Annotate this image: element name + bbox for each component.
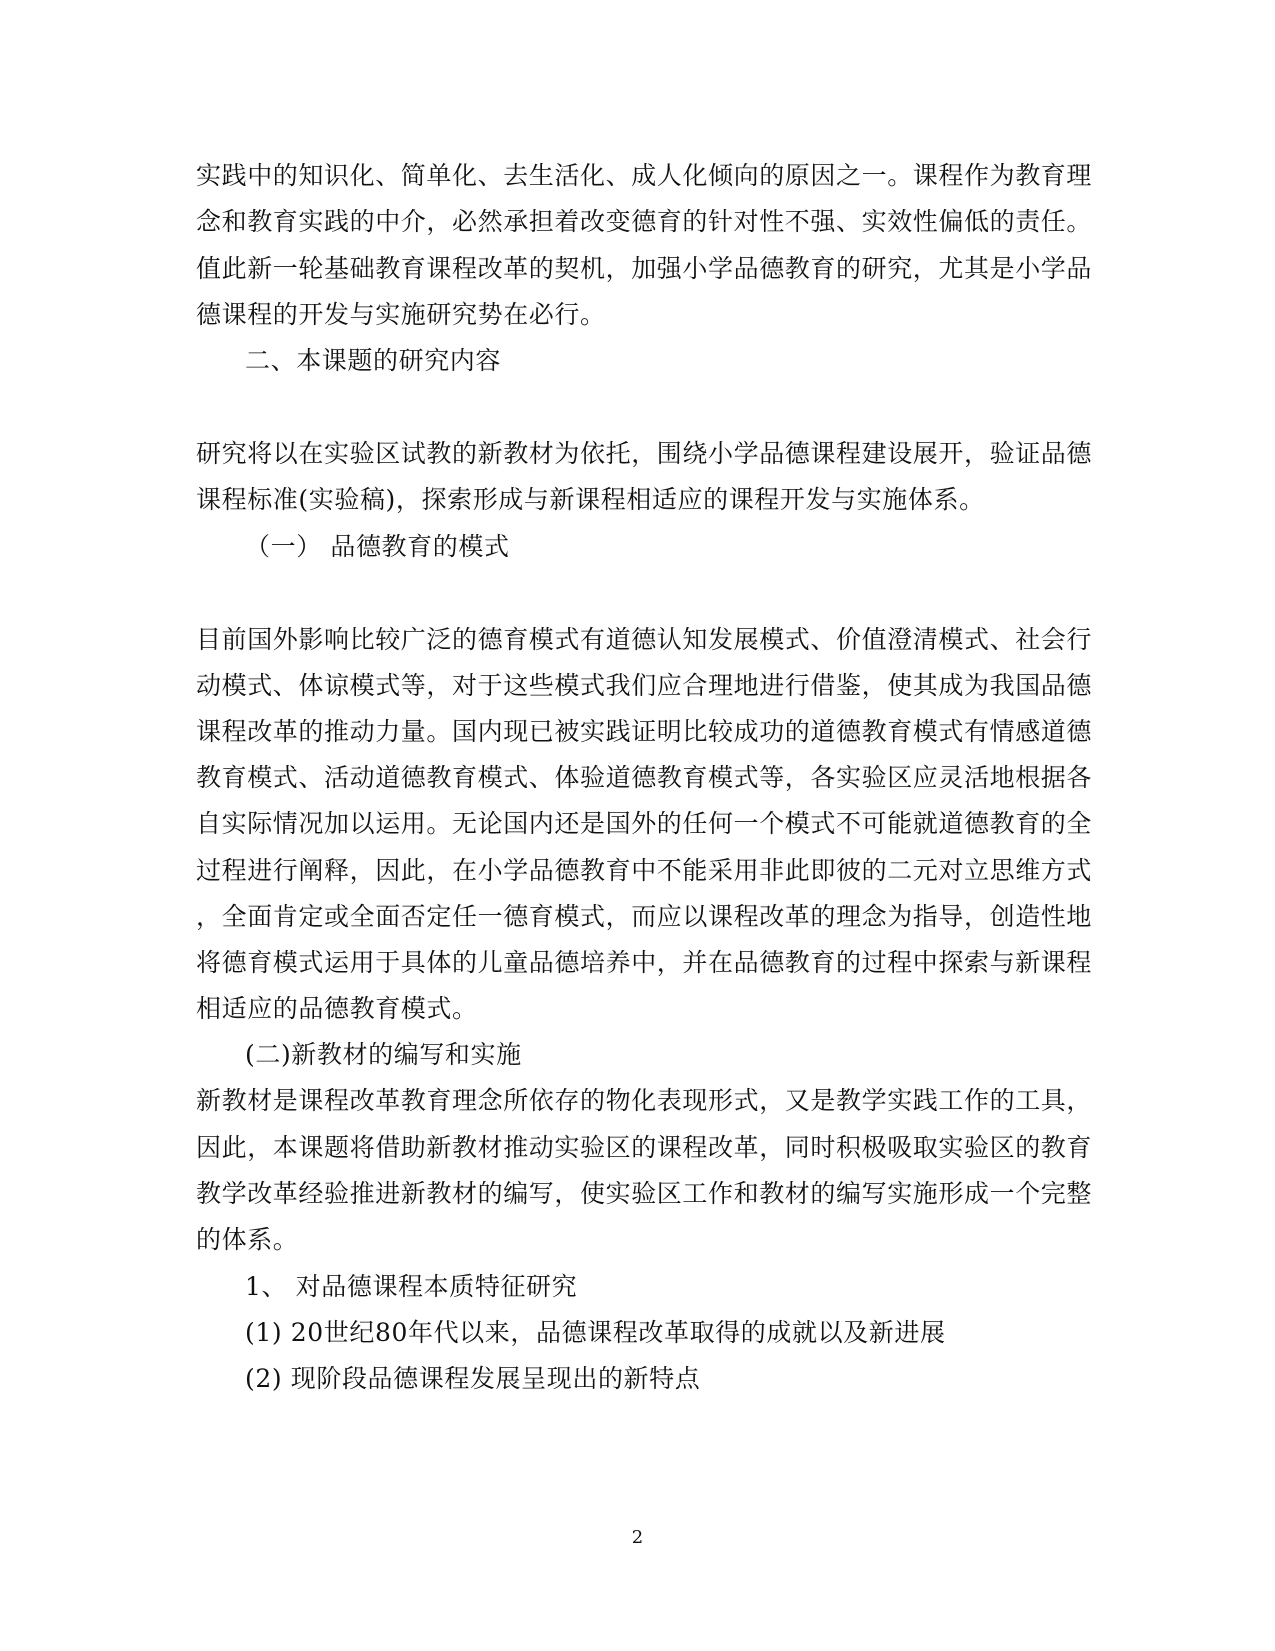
paragraph-line: 研究将以在实验区试教的新教材为依托，围绕小学品德课程建设展开，验证品德: [196, 439, 1093, 468]
paragraph-line: 教育模式、活动道德教育模式、体验道德教育模式等，各实验区应灵活地根据各: [196, 763, 1093, 792]
paragraph-line: 值此新一轮基础教育课程改革的契机，加强小学品德教育的研究，尤其是小学品: [196, 254, 1093, 283]
list-item: (1) 20世纪80年代以来，品德课程改革取得的成就以及新进展: [245, 1318, 946, 1347]
paragraph-line: 教学改革经验推进新教材的编写，使实验区工作和教材的编写实施形成一个完整: [196, 1179, 1093, 1208]
paragraph-line: 念和教育实践的中介，必然承担着改变德育的针对性不强、实效性偏低的责任。: [196, 207, 1093, 236]
paragraph-line: 课程标准(实验稿)，探索形成与新课程相适应的课程开发与实施体系。: [196, 485, 985, 514]
paragraph-line: 德课程的开发与实施研究势在必行。: [196, 300, 606, 329]
paragraph-line: 自实际情况加以运用。无论国内还是国外的任何一个模式不可能就道德教育的全: [196, 809, 1093, 838]
subsection-heading: （一） 品德教育的模式: [245, 532, 510, 561]
subsection-heading: (二)新教材的编写和实施: [245, 1040, 522, 1069]
paragraph-line: 目前国外影响比较广泛的德育模式有道德认知发展模式、价值澄清模式、社会行: [196, 625, 1093, 654]
paragraph-line: 的体系。: [196, 1225, 299, 1254]
paragraph-line: 动模式、体谅模式等，对于这些模式我们应合理地进行借鉴，使其成为我国品德: [196, 671, 1093, 700]
paragraph-line: 实践中的知识化、简单化、去生活化、成人化倾向的原因之一。课程作为教育理: [196, 161, 1093, 190]
paragraph-line: 将德育模式运用于具体的儿童品德培养中，并在品德教育的过程中探索与新课程: [196, 948, 1093, 977]
list-item: (2) 现阶段品德课程发展呈现出的新特点: [245, 1364, 701, 1393]
section-heading: 二、本课题的研究内容: [245, 346, 502, 375]
list-item-heading: 1、 对品德课程本质特征研究: [245, 1272, 578, 1301]
paragraph-line: 新教材是课程改革教育理念所依存的物化表现形式，又是教学实践工作的工具，: [196, 1086, 1093, 1115]
paragraph-line: ，全面肯定或全面否定任一德育模式，而应以课程改革的理念为指导，创造性地: [196, 902, 1093, 931]
paragraph-line: 因此，本课题将借助新教材推动实验区的课程改革，同时积极吸取实验区的教育: [196, 1133, 1093, 1162]
page-number: 2: [631, 1527, 644, 1548]
paragraph-line: 过程进行阐释，因此，在小学品德教育中不能采用非此即彼的二元对立思维方式: [196, 856, 1093, 885]
paragraph-line: 相适应的品德教育模式。: [196, 994, 478, 1023]
paragraph-line: 课程改革的推动力量。国内现已被实践证明比较成功的道德教育模式有情感道德: [196, 717, 1093, 746]
